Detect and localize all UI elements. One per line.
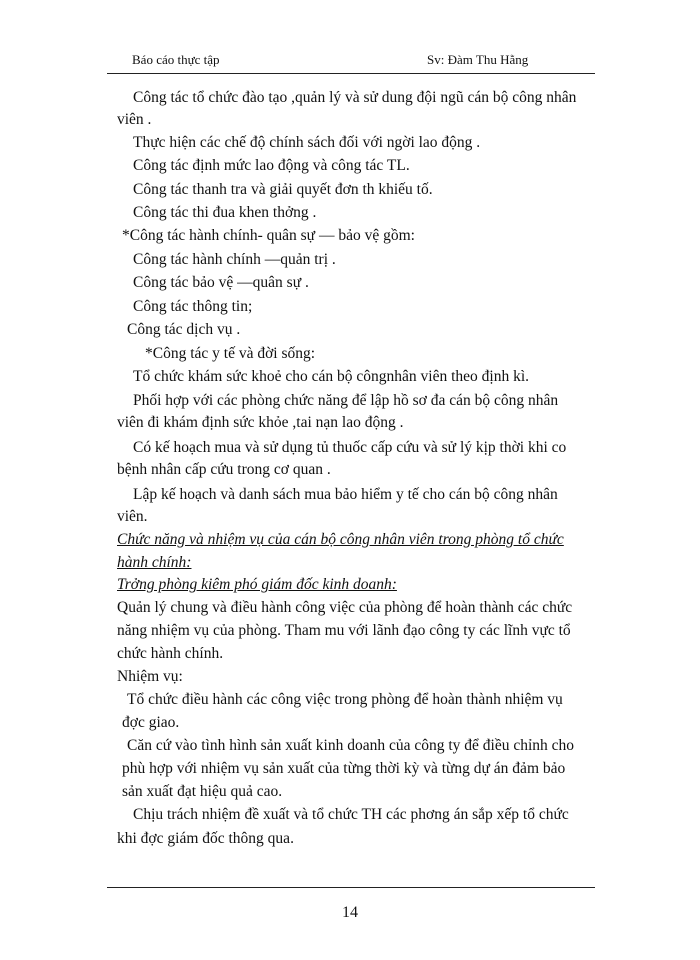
body-line: năng nhiệm vụ của phòng. Tham mu với lãnh đạo công ty các lĩnh vực tổ xyxy=(117,622,571,639)
body-line: Quản lý chung và điều hành công việc của phòng để hoàn thành các chức xyxy=(117,599,573,616)
body-line: phù hợp với nhiệm vụ sản xuất của từng thời kỳ và từng dự án đảm bảo xyxy=(122,760,566,777)
body-line: viên. xyxy=(117,508,148,525)
page-number: 14 xyxy=(342,904,358,921)
body-line: Tổ chức điều hành các công việc trong phòng để hoàn thành nhiệm vụ xyxy=(127,691,563,708)
body-line: Chịu trách nhiệm đề xuất và tổ chức TH các phơng án sắp xếp tổ chức xyxy=(133,806,569,823)
body-line: Công tác tổ chức đào tạo ,quản lý và sử dung đội ngũ cán bộ công nhân xyxy=(133,89,577,106)
body-line: *Công tác y tế và đời sống: xyxy=(145,345,316,362)
footer-rule xyxy=(107,887,595,888)
body-line: sản xuất đạt hiệu quả cao. xyxy=(122,783,283,800)
body-line: Công tác bảo vệ —quân sự . xyxy=(133,274,309,291)
body-line: Công tác thi đua khen thởng . xyxy=(133,204,317,221)
body-line: Thực hiện các chế độ chính sách đối với ngời lao động . xyxy=(133,134,481,151)
body-line: chức hành chính. xyxy=(117,645,224,662)
body-line: Công tác thanh tra và giải quyết đơn th khiếu tố. xyxy=(133,181,433,198)
body-line: đợc giao. xyxy=(122,714,180,731)
body-line: Công tác dịch vụ . xyxy=(127,321,241,338)
body-line: *Công tác hành chính- quân sự — bảo vệ gồm: xyxy=(122,227,415,244)
body-line: Công tác định mức lao động và công tác TL. xyxy=(133,157,410,174)
section-heading: Chức năng và nhiệm vụ của cán bộ công nhân viên trong phòng tổ chức xyxy=(117,531,564,548)
body-line: Nhiệm vụ: xyxy=(117,668,183,685)
section-heading: hành chính: xyxy=(117,554,192,571)
body-line: Tổ chức khám sức khoẻ cho cán bộ côngnhân viên theo định kì. xyxy=(133,368,530,385)
body-line: viên . xyxy=(117,111,152,128)
body-line: Lập kế hoạch và danh sách mua bảo hiểm y tế cho cán bộ công nhân xyxy=(133,486,558,503)
body-line: Công tác thông tin; xyxy=(133,298,253,315)
body-line: khi đợc giám đốc thông qua. xyxy=(117,830,294,847)
body-line: Phối hợp với các phòng chức năng để lập hồ sơ đa cán bộ công nhân xyxy=(133,392,559,409)
header-right-author: Sv: Đàm Thu Hằng xyxy=(427,52,529,67)
body-line: Công tác hành chính —quản trị . xyxy=(133,251,336,268)
body-line: Căn cứ vào tình hình sản xuất kinh doanh của công ty để điều chỉnh cho xyxy=(127,737,575,754)
header-left-title: Báo cáo thực tập xyxy=(132,52,220,67)
body-line: bệnh nhân cấp cứu trong cơ quan . xyxy=(117,461,331,478)
header-rule xyxy=(107,73,595,74)
section-heading: Trởng phòng kiêm phó giám đốc kinh doanh: xyxy=(117,576,397,593)
body-line: viên đi khám định sức khỏe ,tai nạn lao động . xyxy=(117,414,404,431)
body-line: Có kế hoạch mua và sử dụng tủ thuốc cấp cứu và sử lý kịp thời khi co xyxy=(133,439,567,456)
